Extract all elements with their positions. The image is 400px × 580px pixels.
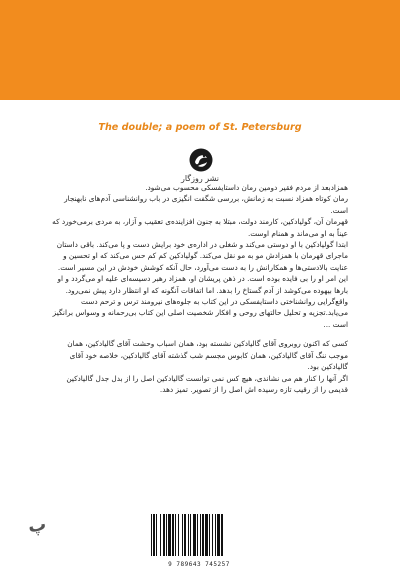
- blurb-paragraph: قهرمان آن، گولیادکین، کارمند دولت، مبتلا به جنون افزاینده‌ی تعقیب و آزار، به مردی برمی‌خورد که عیناً به او می‌ماند و همنام اوست.: [52, 217, 348, 238]
- barcode-bar: [168, 514, 171, 556]
- barcode-bar: [166, 514, 167, 556]
- quote-paragraph: اگر آنها را کنار هم می نشاندی، هیچ کس نمی توانست گالیادکین اصل را از بدل جدل گالیادکین قدیمی را از رقیب تازه رسیده اش اصل را از تصویر. تمیز دهد.: [66, 373, 348, 394]
- barcode-bar: [215, 514, 216, 556]
- quote-paragraph: کسی که اکنون روبروی آقای گالیادکین نشسته بود، همان اسباب وحشت آقای گالیادکین، همان موجب ننگ آقای گالیادکین، همان کابوس مجسم شب گذشته آقای گالیادکین، خلاصه خود آقای گالیادکین بود.: [67, 339, 348, 372]
- barcode-bar: [172, 514, 174, 556]
- barcode-bar: [184, 514, 186, 556]
- orange-band: [0, 0, 400, 100]
- barcode-bar: [156, 514, 157, 556]
- blurb-paragraph: ابتدا گولیادکین با او دوستی می‌کند و شغلی در اداره‌ی خود برایش دست و پا می‌کند. باقی داستان ماجرای قهرمان با همزادش مو به مو نقل می‌کند. گولیادکین کم کم حس می‌کند که او تحسین و عنایت بالادستی‌ها و همکارانش را به دست می‌آورد، حال آنکه کوشش خودش در این مسیر است. این امر او را بی فایده بوده است. در ذهن پریشان او، همزاد رهبر دسیسه‌ای علیه او می‌گردد و او بارها بیهوده می‌کوشد از آدم گستاخ را بدهد. اما اتفاقات آنگونه که او انتظار دارد پیش نمی‌رود.: [56, 240, 348, 295]
- barcode-bar: [160, 514, 161, 556]
- barcode-bar: [163, 514, 165, 556]
- barcode-bar: [209, 514, 210, 556]
- barcode-bars-icon: [148, 512, 250, 560]
- back-cover-blurb: [48, 182, 348, 395]
- barcode-bar: [221, 514, 223, 556]
- blurb-paragraph: واقع‌گرایی روانشناختی داستایفسکی در این کتاب به جلوه‌های نیرومند ترس و ترحم دست می‌یابد.تجزیه و تحلیل حالتهای روحی و افکار شخصیت اصلی این کتاب بی‌رحمانه و وسواس برانگیز است ...: [52, 297, 348, 329]
- publisher-logo-icon: [188, 147, 214, 173]
- barcode-bar: [151, 514, 152, 556]
- barcode-bar: [175, 514, 176, 556]
- isbn-barcode: [148, 512, 250, 568]
- barcode-bar: [190, 514, 191, 556]
- barcode-bar: [200, 514, 201, 556]
- barcode-bar: [178, 514, 179, 556]
- blurb-paragraph: همزادبعد از مردم فقیر دومین رمان داستایفسکی محسوب می‌شود.: [145, 183, 348, 192]
- blurb-spacer: [48, 330, 348, 336]
- barcode-bar: [193, 514, 196, 556]
- publisher-mark-icon: ﭖ: [26, 513, 48, 538]
- barcode-bar: [188, 514, 189, 556]
- book-subtitle: The double; a poem of St. Petersburg: [98, 122, 302, 133]
- barcode-bar: [197, 514, 198, 556]
- publisher-name: نشر روزگار: [180, 174, 220, 183]
- isbn-number: 9 789643 745257: [168, 561, 230, 568]
- barcode-bar: [202, 514, 204, 556]
- barcode-bar: [217, 514, 220, 556]
- barcode-bar: [212, 514, 213, 556]
- barcode-bar: [182, 514, 183, 556]
- barcode-bar: [153, 514, 155, 556]
- blurb-paragraph: رمان کوتاه همزاد نسبت به زمانش، بررسی شگفت انگیزی در باب روانشناسی آدم‌های نابهنجار است.: [64, 194, 348, 215]
- barcode-bar: [205, 514, 208, 556]
